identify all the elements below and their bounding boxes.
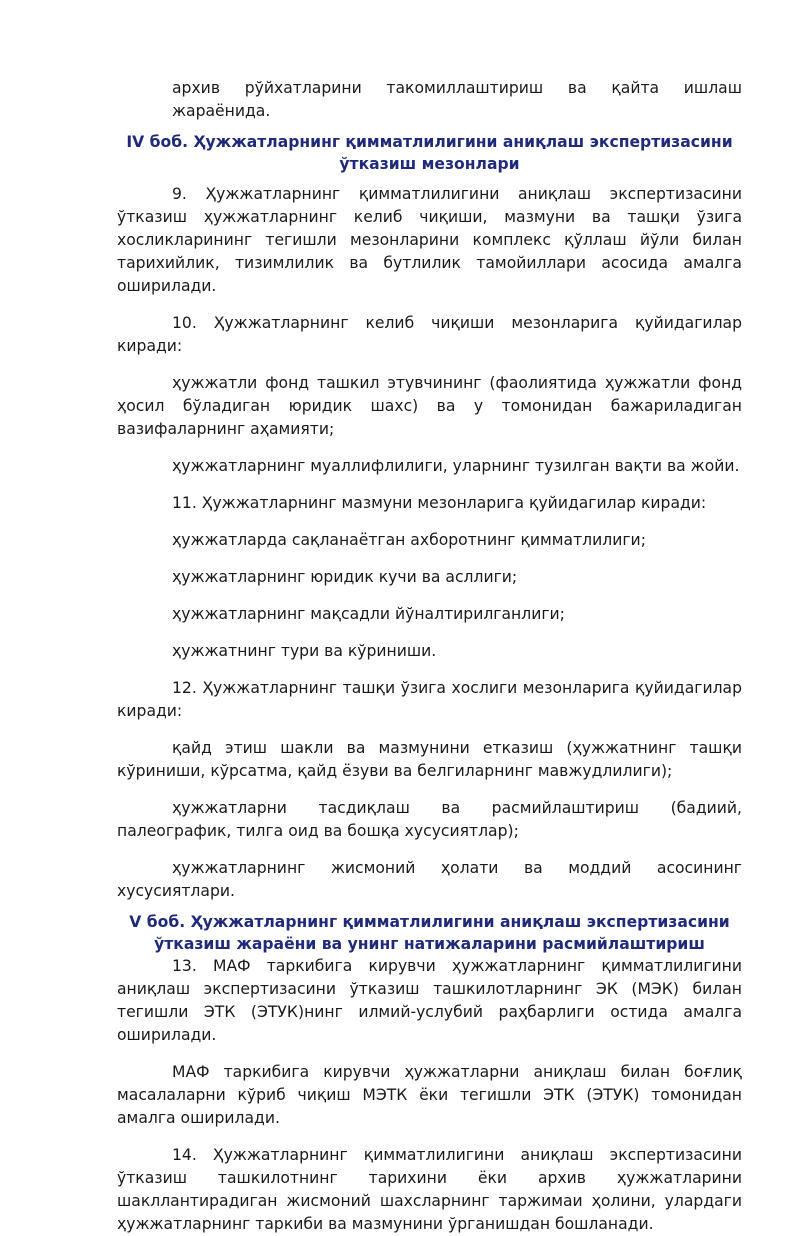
clause-13: 13. МАФ таркибига кирувчи ҳужжатларнинг қимматлилигини аниқлаш экспертизасини ўтказиш ташкилотларнинг ЭК (МЭК) билан тегишли ЭТК (ЭТУК)нинг илмий-услубий раҳбарлиги остида амалга оширилади. bbox=[117, 957, 742, 1044]
clause-14: 14. Ҳужжатларнинг қимматлилигини аниқлаш экспертизасини ўтказиш ташкилотнинг тарихини ёки архив ҳужжатларини шакллантирадиган жисмоний шахсларнинг таржимаи ҳолини, улардаги ҳужжатларнинг таркиби ва мазмунини ўрганишдан бошланади. bbox=[117, 1146, 742, 1233]
clause-10: 10. Ҳужжатларнинг келиб чиқиши мезонларига қуйидагилар киради: bbox=[117, 314, 742, 355]
clause-12: 12. Ҳужжатларнинг ташқи ўзига хослиги мезонларига қуйидагилар киради: bbox=[117, 679, 742, 720]
clause-11-item-2: ҳужжатларнинг юридик кучи ва асллиги; bbox=[172, 568, 518, 586]
clause-12-item-2: ҳужжатларни тасдиқлаш ва расмийлаштириш (бадиий, палеографик, тилга оид ва бошқа хусусиятлар); bbox=[117, 799, 742, 840]
clause-11-item-4: ҳужжатнинг тури ва кўриниши. bbox=[172, 642, 437, 660]
clause-12-item-1: қайд этиш шакли ва мазмунини етказиш (ҳужжатнинг ташқи кўриниши, кўрсатма, қайд ёзуви ва белгиларнинг мавжудлилиги); bbox=[117, 739, 742, 780]
clause-12-item-3: ҳужжатларнинг жисмоний ҳолати ва моддий асосининг хусусиятлари. bbox=[117, 859, 742, 900]
clause-10-item-2: ҳужжатларнинг муаллифлилиги, уларнинг тузилган вақти ва жойи. bbox=[172, 457, 740, 475]
clause-11-item-1: ҳужжатларда сақланаётган ахборотнинг қимматлилиги; bbox=[172, 531, 646, 549]
chapter-5-heading: V боб. Ҳужжатларнинг қимматлилигини аниқлаш экспертизасини ўтказиш жараёни ва унинг натижаларини расмийлаштириш bbox=[129, 913, 730, 953]
clause-10-item-1: ҳужжатли фонд ташкил этувчининг (фаолиятида ҳужжатли фонд ҳосил бўладиган юридик шахс) ва у томонидан бажариладиган вазифаларнинг аҳамияти; bbox=[117, 374, 742, 438]
paragraph-continuation: архив рўйхатларини такомиллаштириш ва қайта ишлаш жараёнида. bbox=[172, 79, 742, 120]
clause-11-item-3: ҳужжатларнинг мақсадли йўналтирилганлиги; bbox=[172, 605, 565, 623]
clause-13-part-2: МАФ таркибига кирувчи ҳужжатларни аниқлаш билан боғлиқ масалаларни кўриб чиқиш МЭТК ёки тегишли ЭТК (ЭТУК) томонидан амалга оширилади. bbox=[117, 1063, 742, 1127]
chapter-4-heading: IV боб. Ҳужжатларнинг қимматлилигини аниқлаш экспертизасини ўтказиш мезонлари bbox=[126, 133, 733, 173]
clause-11: 11. Ҳужжатларнинг мазмуни мезонларига қуйидагилар киради: bbox=[172, 494, 707, 512]
clause-9: 9. Ҳужжатларнинг қимматлилигини аниқлаш экспертизасини ўтказиш ҳужжатларнинг келиб чиқиши, мазмуни ва ташқи ўзига хосликларининг тегишли мезонларини комплекс қўллаш йўли билан тарихийлик, тизимлилик ва бутлилик тамойиллари асосида амалга оширилади. bbox=[117, 185, 742, 295]
